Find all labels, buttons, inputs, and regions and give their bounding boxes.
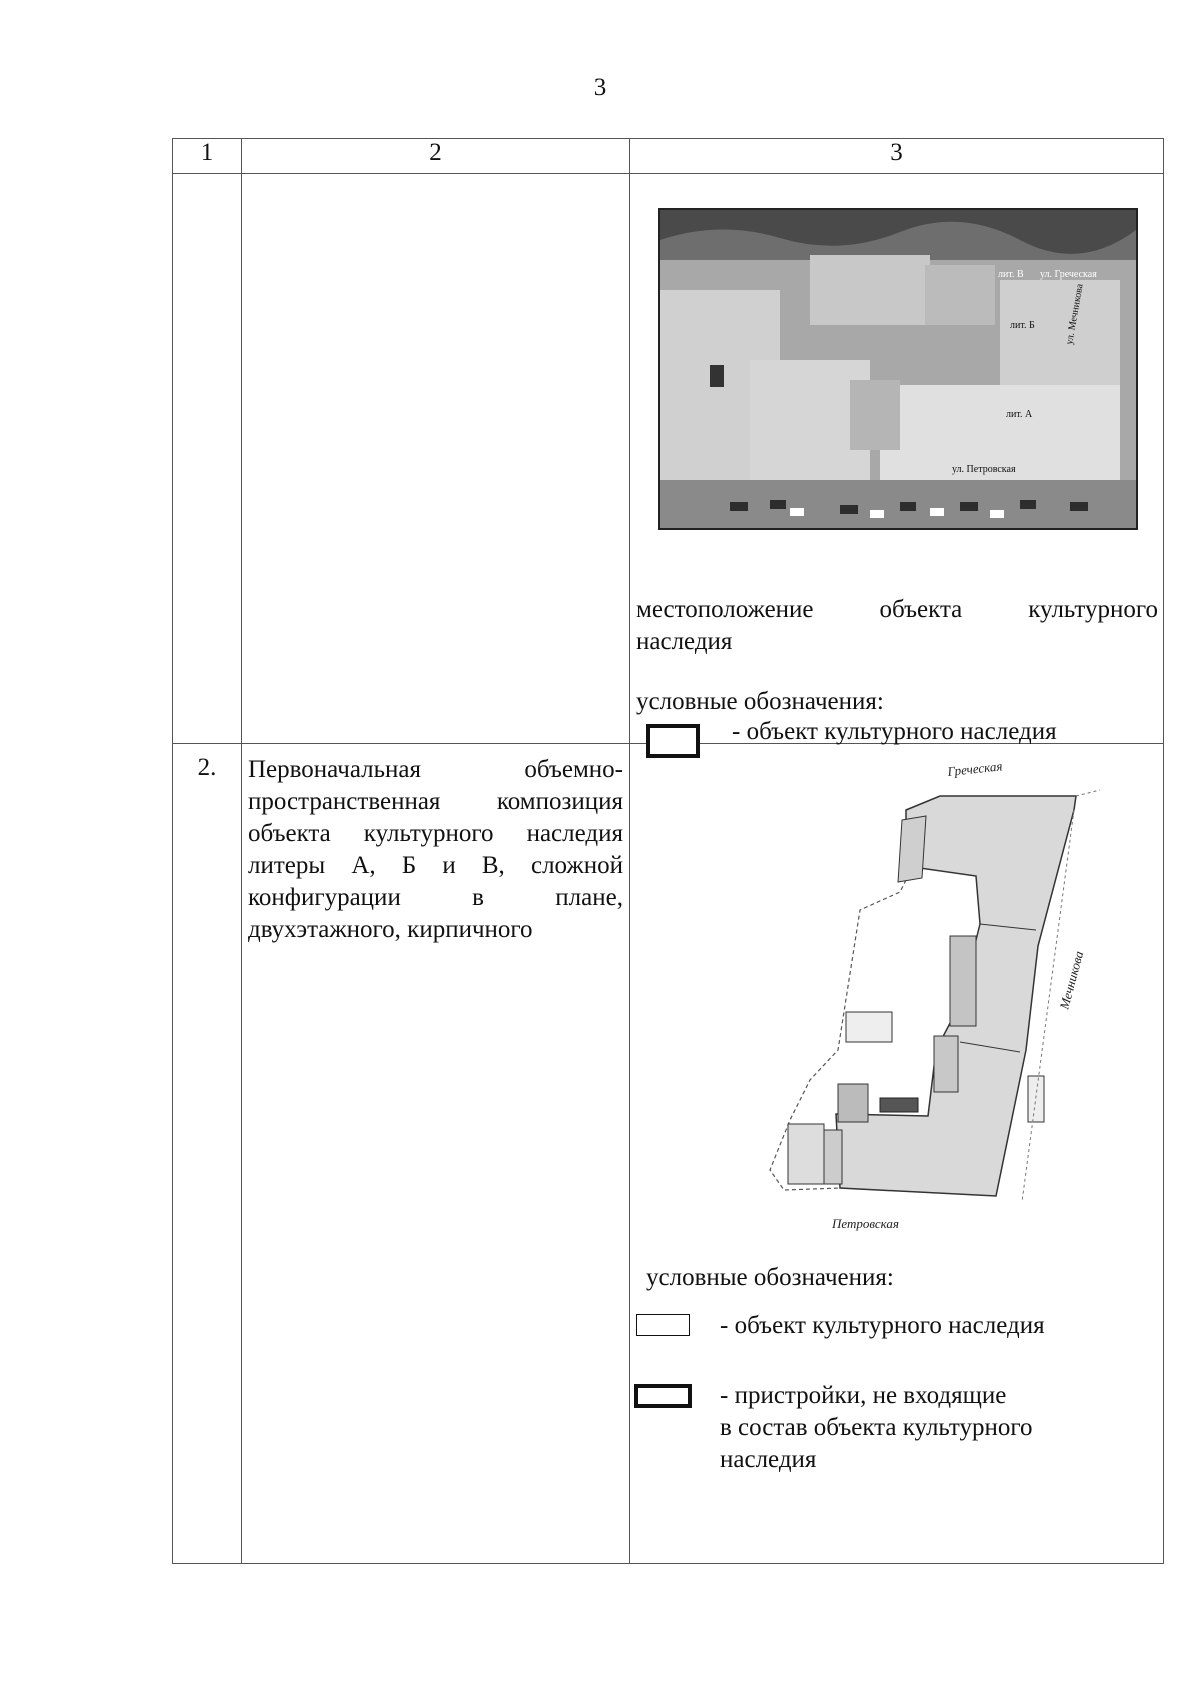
row1-description-cell <box>242 174 630 744</box>
description-word: наследия <box>526 820 623 847</box>
description-word: сложной <box>530 852 623 879</box>
table-header-row <box>173 139 1164 174</box>
photo-label-street-petrovskaya: ул. Петровская <box>952 464 1016 475</box>
description-word: в <box>472 884 484 911</box>
photo-label-street-mechnikova: ул. Мечникова <box>1064 282 1086 346</box>
description-line <box>248 850 623 882</box>
caption-word: культурного <box>1028 596 1158 623</box>
description-word: двухэтажного, кирпичного <box>248 916 533 943</box>
plan-label-right-street: Мечникова <box>1056 949 1087 1011</box>
description-line <box>248 914 623 946</box>
description-word: плане, <box>555 884 623 911</box>
row2-legend-item2-line2: в состав объекта культурного <box>720 1414 1033 1441</box>
plan-label-bottom-street: Петровская <box>832 1216 899 1231</box>
description-line <box>248 754 623 786</box>
description-word: Б <box>401 852 417 879</box>
row2-legend-item2-line1: - пристройки, не входящие <box>720 1382 1007 1409</box>
description-word: конфигурации <box>248 884 401 911</box>
header-col-3: 3 <box>630 139 1164 174</box>
table-row-2 <box>173 744 1164 1564</box>
header-col-2: 2 <box>242 139 630 174</box>
row1-number-cell <box>173 174 242 744</box>
description-word: А, <box>351 852 376 879</box>
header-col-1: 1 <box>173 139 242 174</box>
description-word: пространственная <box>248 788 441 815</box>
description-word: и <box>442 852 456 879</box>
photo-label-street-grecheskaya: ул. Греческая <box>1040 269 1097 280</box>
legend-annex-box <box>634 1384 692 1408</box>
row2-number-cell: 2. <box>173 744 242 1564</box>
description-word: культурного <box>363 820 494 847</box>
row1-legend-title: условные обозначения: <box>636 688 884 715</box>
description-word: объемно- <box>524 756 623 783</box>
photo-label-lit-v: лит. В <box>998 269 1024 280</box>
photo-label-lit-a: лит. А <box>1006 409 1033 420</box>
row1-legend-item: - объект культурного наследия <box>732 718 1057 745</box>
aerial-photo-drawing <box>660 210 1136 528</box>
row2-description-cell <box>242 744 630 1564</box>
aerial-photo <box>658 208 1138 530</box>
description-word: объекта <box>248 820 331 847</box>
row2-image-cell <box>630 744 1164 1564</box>
description-line <box>248 882 623 914</box>
plan-label-top-street: Греческая <box>946 758 1004 779</box>
row1-image-cell <box>630 174 1164 744</box>
description-word: В, <box>481 852 505 879</box>
row1-caption-line1 <box>636 594 1158 626</box>
site-plan-drawing <box>670 750 1120 1270</box>
description-line <box>248 786 623 818</box>
row2-legend-title: условные обозначения: <box>646 1264 894 1291</box>
description-line <box>248 818 623 850</box>
heritage-table <box>172 138 1164 1564</box>
row2-legend-item1: - объект культурного наследия <box>720 1312 1045 1339</box>
photo-label-lit-b: лит. Б <box>1010 320 1035 331</box>
table-row-1 <box>173 174 1164 744</box>
caption-word: местоположение <box>636 596 814 623</box>
row2-legend-item2-line3: наследия <box>720 1446 817 1473</box>
description-word: литеры <box>248 852 326 879</box>
legend-heritage-box <box>636 1314 690 1336</box>
description-word: Первоначальная <box>248 756 421 783</box>
page-number: 3 <box>593 74 607 101</box>
row1-caption-line2: наследия <box>636 628 733 655</box>
caption-word: объекта <box>879 596 963 623</box>
description-word: композиция <box>496 788 623 815</box>
